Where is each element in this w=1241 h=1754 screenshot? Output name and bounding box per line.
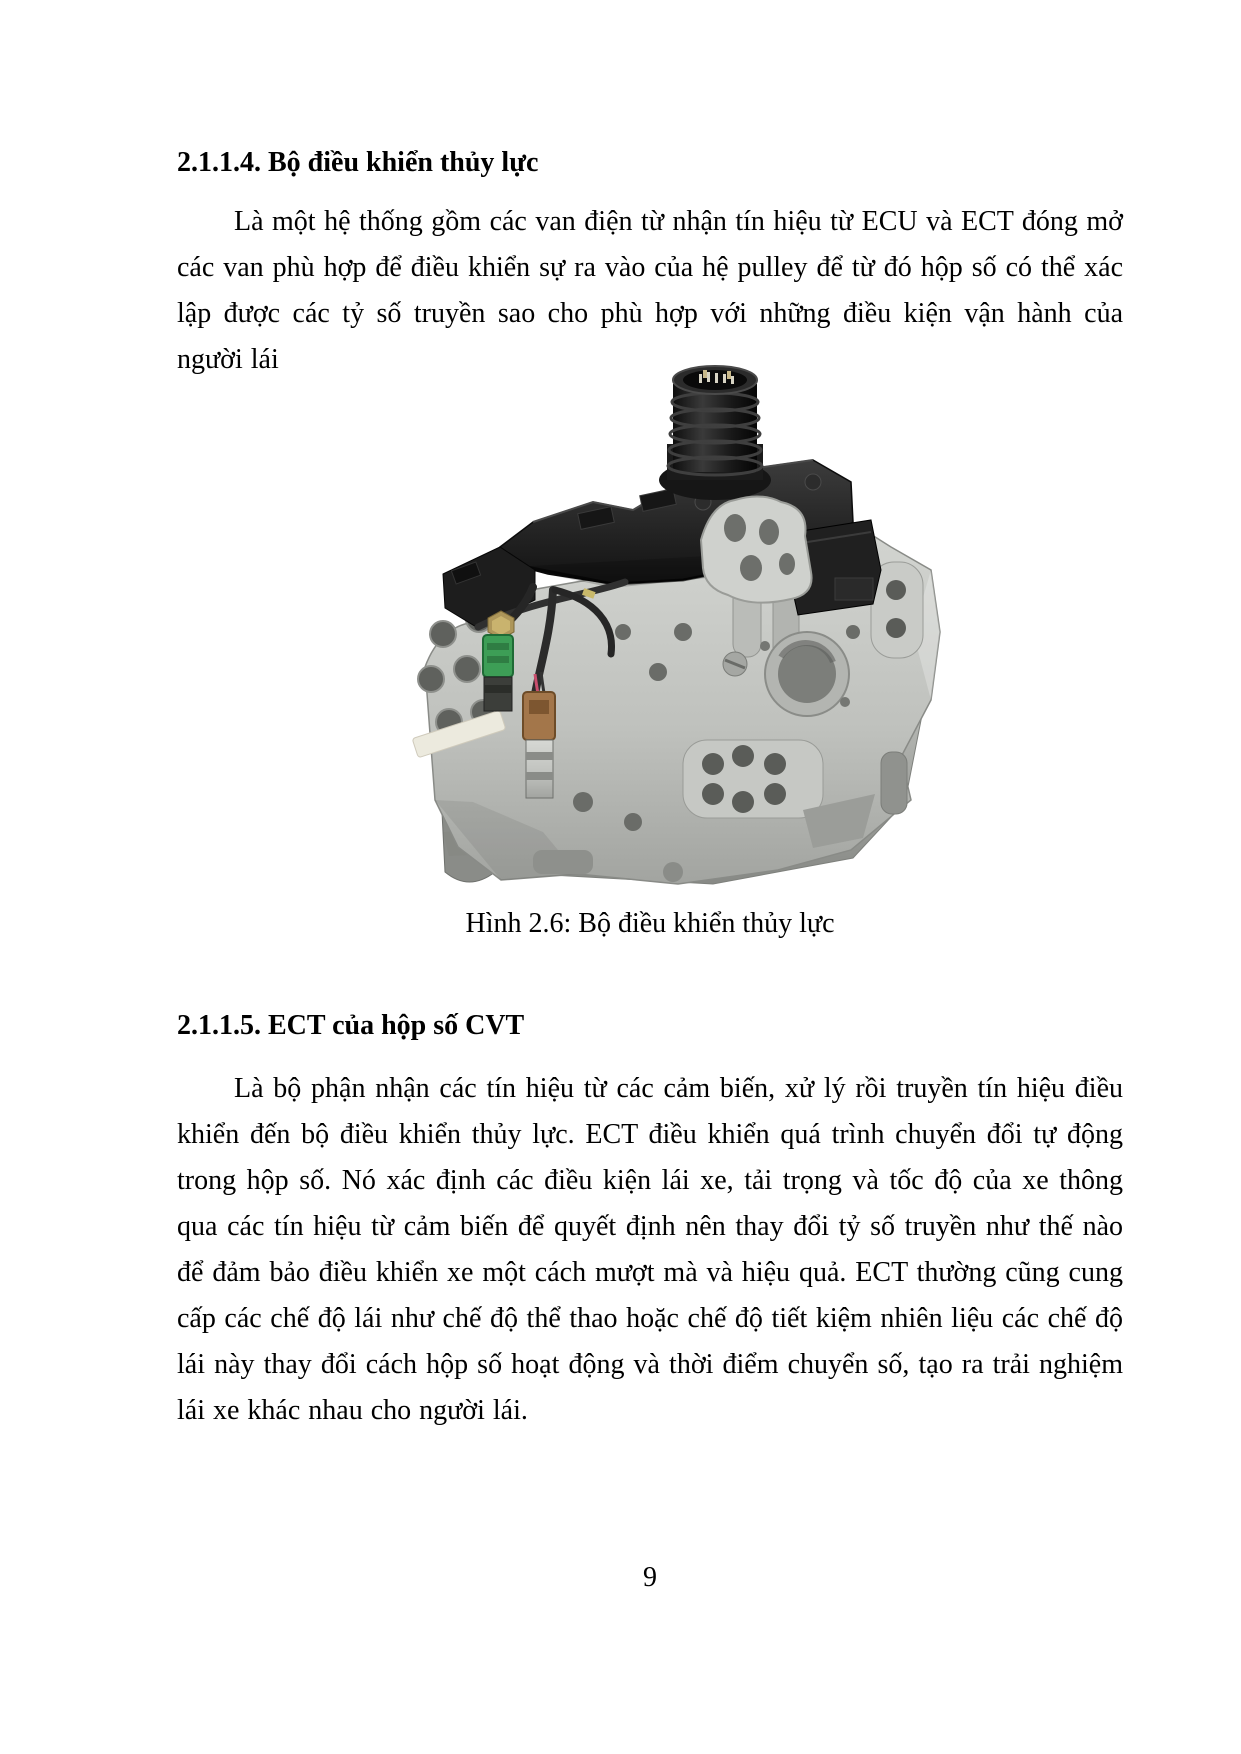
slotted-screw [723, 652, 747, 676]
section-paragraph-2114: Là một hệ thống gồm các van điện từ nhận tín hiệu từ ECU và ECT đóng mở các van phù hợp để điều khiển sự ra vào của hệ pulley để từ đó hộp số có thể xác lập được các tỷ số truyền sao cho phù hợp với những điều kiện vận hành của người lái [177, 206, 1123, 375]
connector-tower [659, 366, 771, 500]
valve-body-illustration [383, 332, 943, 892]
figure-valve-body-photo [383, 332, 943, 892]
oval-bracket [701, 496, 812, 602]
green-connector [483, 635, 513, 711]
bolt-hole-boss [683, 740, 823, 818]
figure-caption: Hình 2.6: Bộ điều khiển thủy lực [465, 908, 835, 939]
page-number: 9 [643, 1562, 657, 1593]
section-heading-2115: 2.1.1.5. ECT của hộp số CVT [177, 1010, 525, 1041]
section-heading-2114: 2.1.1.4. Bộ điều khiển thủy lực [177, 147, 539, 178]
section-paragraph-2115: Là bộ phận nhận các tín hiệu từ các cảm biến, xử lý rồi truyền tín hiệu điều khiển đến bộ điều khiển thủy lực. ECT điều khiển quá trình chuyển đổi tự động trong hộp số. Nó xác định các điều kiện lái xe, tải trọng và tốc độ của xe thông qua các tín hiệu từ cảm biến để quyết định nên thay đổi tỷ số truyền như thế nào để đảm bảo điều khiển xe một cách mượt mà và hiệu quả. ECT thường cũng cung cấp các chế độ lái như chế độ thể thao hoặc chế độ tiết kiệm nhiên liệu các chế độ lái này thay đổi cách hộp số hoạt động và thời điểm chuyển số, tạo ra trải nghiệm lái xe khác nhau cho người lái. [177, 1073, 1123, 1426]
